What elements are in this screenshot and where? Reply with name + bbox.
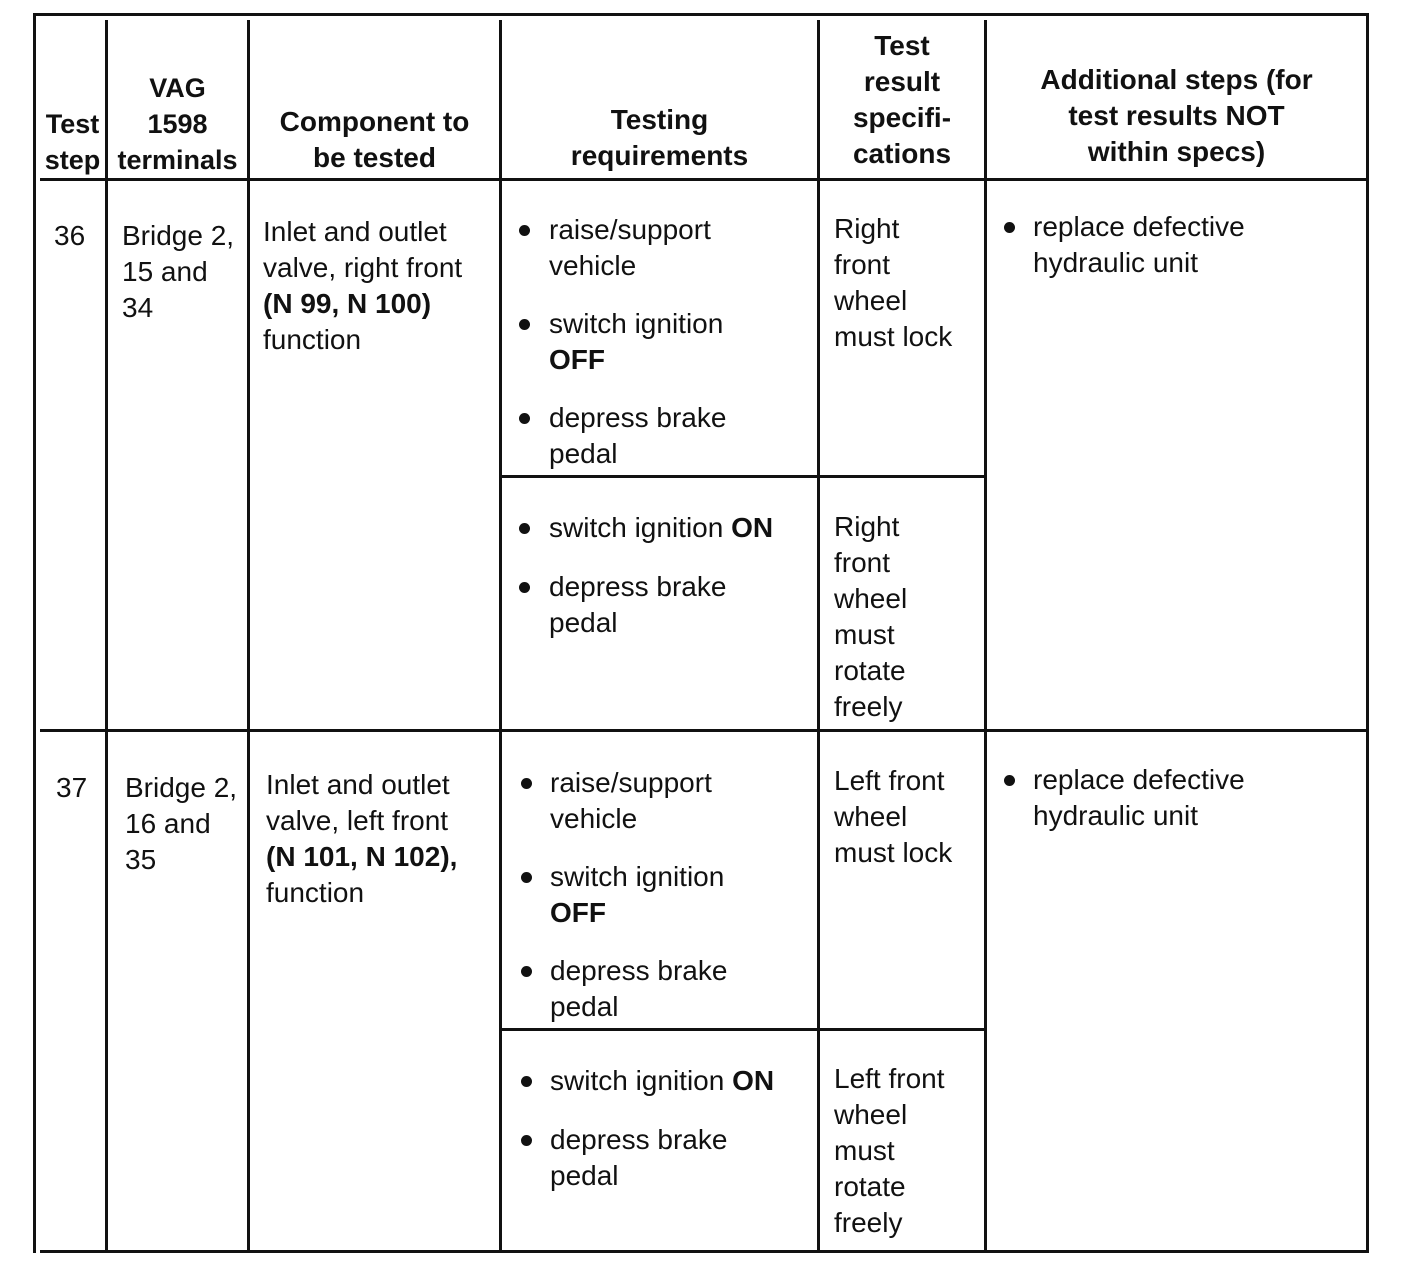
header-testing-requirements: Testing requirements (570, 104, 749, 171)
row-37-req-ignition-on: switch ignition ON (550, 1065, 775, 1096)
header-vag-terminals: VAG 1598 terminals (117, 73, 238, 175)
subrow-line-37 (502, 1028, 987, 1031)
row-37-req-ignition-off: switch ignition OFF (550, 861, 725, 928)
row-37-spec-lock: Left front wheel must lock (834, 765, 953, 868)
row-separator (40, 729, 1369, 732)
row-36-step: 36 (54, 220, 86, 251)
row-36-req-ignition-on: switch ignition ON (549, 512, 774, 543)
header-additional-steps: Additional steps (for test results NOT within specs) (1040, 64, 1313, 167)
row-37-terminals: Bridge 2, 16 and 35 (125, 772, 238, 875)
row-37-spec-rotate: Left front wheel must rotate freely (834, 1063, 945, 1238)
row-36-spec-lock: Right front wheel must lock (834, 213, 953, 352)
row-36-spec-rotate: Right front wheel must rotate freely (834, 511, 908, 722)
bullet-icon (1004, 222, 1015, 233)
col-sep-3 (499, 20, 502, 1250)
bullet-icon (521, 1135, 532, 1146)
row-36-terminals: Bridge 2, 15 and 34 (122, 220, 235, 323)
bullet-icon (1004, 775, 1015, 786)
row-37-step: 37 (56, 772, 88, 803)
bullet-icon (521, 966, 532, 977)
bullet-icon (521, 1076, 532, 1087)
bullet-icon (519, 523, 530, 534)
row-36-req-brake-b: depress brake pedal (549, 571, 727, 638)
bullet-icon (521, 778, 532, 789)
header-test-step: Test step (44, 109, 101, 175)
row-37-req-brake-a: depress brake pedal (550, 955, 728, 1022)
row-36-req-raise: raise/support vehicle (549, 214, 711, 281)
row-36-req-brake-a: depress brake pedal (549, 402, 727, 469)
row-36-req-ignition-off: switch ignition OFF (549, 308, 724, 375)
bullet-icon (521, 872, 532, 883)
bullet-icon (519, 225, 530, 236)
row-37-req-raise: raise/support vehicle (550, 767, 712, 834)
subrow-line-36 (502, 475, 987, 478)
header-bottom-line (40, 178, 1369, 181)
border-top (33, 13, 1369, 16)
border-bottom (40, 1250, 1369, 1253)
col-sep-2 (247, 20, 250, 1250)
row-37-req-brake-b: depress brake pedal (550, 1124, 728, 1191)
header-test-result-specs: Test result specifi- cations (852, 30, 952, 169)
bullet-icon (519, 582, 530, 593)
col-sep-4 (817, 20, 820, 1250)
row-37-component: Inlet and outlet valve, left front (N 101, N 102), function (266, 769, 458, 908)
bullet-icon (519, 413, 530, 424)
col-sep-5 (984, 20, 987, 1250)
row-36-additional: replace defective hydraulic unit (1033, 211, 1245, 278)
col-sep-1 (105, 20, 108, 1250)
border-left (33, 13, 36, 1253)
border-right (1366, 13, 1369, 1253)
row-36-component: Inlet and outlet valve, right front (N 99, N 100) function (263, 216, 463, 355)
row-37-additional: replace defective hydraulic unit (1033, 764, 1245, 831)
header-component: Component to be tested (279, 106, 470, 173)
bullet-icon (519, 319, 530, 330)
